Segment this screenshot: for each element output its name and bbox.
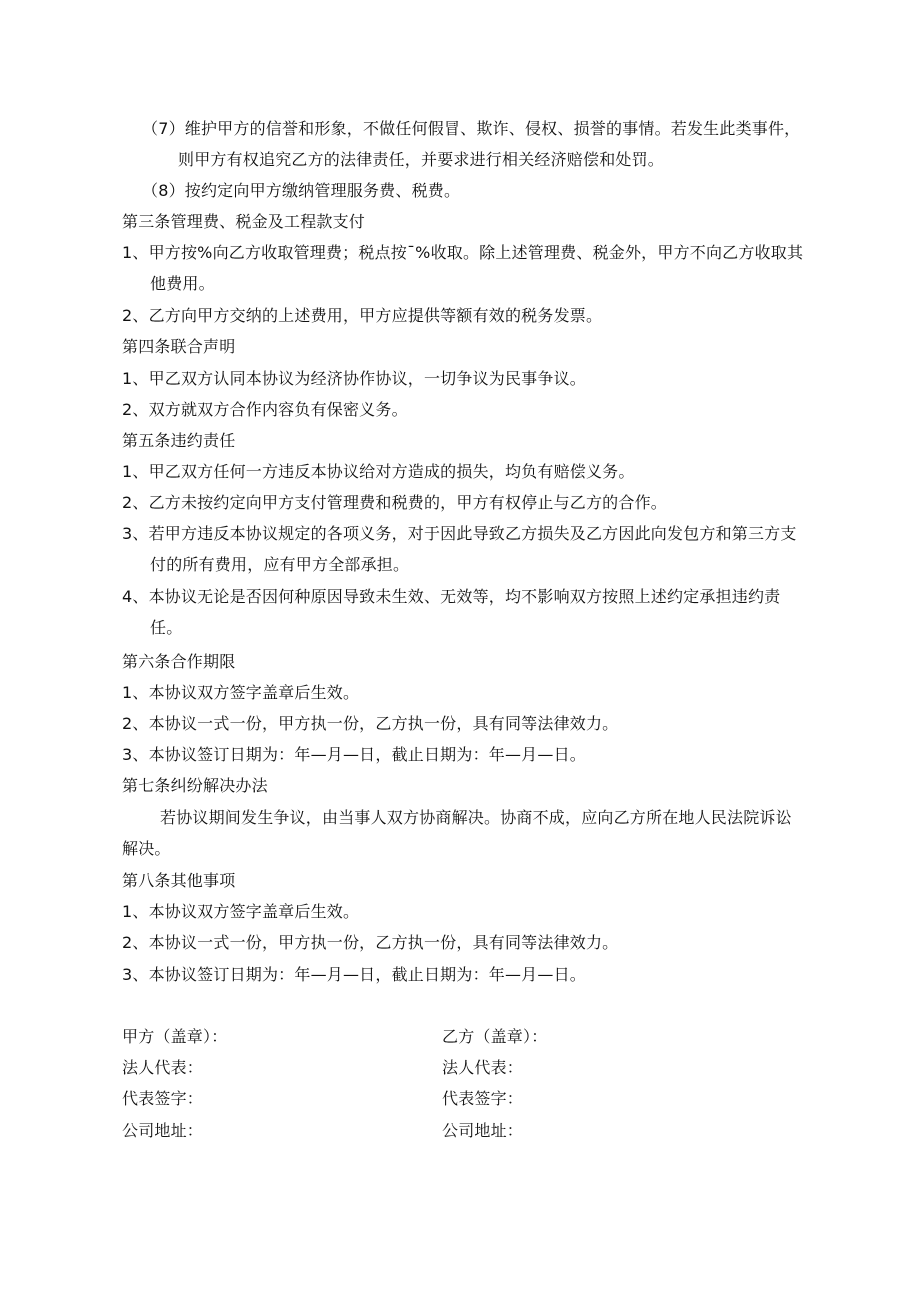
article-5-clause-2: 2、乙方未按约定向甲方支付管理费和税费的，甲方有权停止与乙方的合作。 <box>122 493 667 512</box>
party-a-legal-rep-label: 法人代表： <box>122 1058 204 1077</box>
clause-item-7-line1: （7）维护甲方的信誉和形象，不做任何假冒、欺诈、侵权、损誉的事情。若发生此类事件， <box>142 119 801 138</box>
article-3-clause-1-line2: 他费用。 <box>150 274 215 293</box>
article-8-heading: 第八条其他事项 <box>122 871 236 890</box>
article-8-clause-3: 3、本协议签订日期为：年—月—日，截止日期为：年—月—日。 <box>122 965 586 984</box>
article-3-clause-2: 2、乙方向甲方交纳的上述费用，甲方应提供等额有效的税务发票。 <box>122 306 603 325</box>
article-7-heading: 第七条纠纷解决办法 <box>122 776 268 795</box>
article-3-clause-1-line1: 1、甲方按%向乙方收取管理费；税点按¯%收取。除上述管理费、税金外，甲方不向乙方收取其 <box>122 243 804 262</box>
article-8-clause-1: 1、本协议双方签字盖章后生效。 <box>122 902 360 921</box>
article-6-clause-3: 3、本协议签订日期为：年—月—日，截止日期为：年—月—日。 <box>122 745 586 764</box>
clause-item-8: （8）按约定向甲方缴纳管理服务费、税费。 <box>142 181 461 200</box>
article-4-heading: 第四条联合声明 <box>122 337 236 356</box>
article-4-clause-2: 2、双方就双方合作内容负有保密义务。 <box>122 400 408 419</box>
article-5-clause-4-line1: 4、本协议无论是否因何种原因导致未生效、无效等，均不影响双方按照上述约定承担违约责 <box>122 587 781 606</box>
article-6-heading: 第六条合作期限 <box>122 652 236 671</box>
article-4-clause-1: 1、甲乙双方认同本协议为经济协作协议，一切争议为民事争议。 <box>122 369 586 388</box>
party-a-address-label: 公司地址： <box>122 1121 204 1140</box>
article-6-clause-1: 1、本协议双方签字盖章后生效。 <box>122 683 360 702</box>
article-6-clause-2: 2、本协议一式一份，甲方执一份，乙方执一份，具有同等法律效力。 <box>122 714 619 733</box>
article-5-clause-3-line1: 3、若甲方违反本协议规定的各项义务，对于因此导致乙方损失及乙方因此向发包方和第三方支 <box>122 524 797 543</box>
article-8-clause-2: 2、本协议一式一份，甲方执一份，乙方执一份，具有同等法律效力。 <box>122 933 619 952</box>
article-3-heading: 第三条管理费、税金及工程款支付 <box>122 212 366 231</box>
party-b-legal-rep-label: 法人代表： <box>442 1058 524 1077</box>
article-5-clause-1: 1、甲乙双方任何一方违反本协议给对方造成的损失，均负有赔偿义务。 <box>122 462 635 481</box>
party-b-address-label: 公司地址： <box>442 1121 524 1140</box>
article-7-paragraph-line2: 解决。 <box>122 839 171 858</box>
party-b-seal-label: 乙方（盖章）： <box>442 1027 548 1046</box>
clause-item-7-line2: 则甲方有权追究乙方的法律责任，并要求进行相关经济赔偿和处罚。 <box>178 150 665 169</box>
party-b-signature-label: 代表签字： <box>442 1089 524 1108</box>
article-5-clause-3-line2: 付的所有费用，应有甲方全部承担。 <box>150 555 410 574</box>
article-5-heading: 第五条违约责任 <box>122 431 236 450</box>
article-5-clause-4-line2: 任。 <box>150 618 183 637</box>
party-a-seal-label: 甲方（盖章）： <box>122 1027 228 1046</box>
party-a-signature-label: 代表签字： <box>122 1089 204 1108</box>
article-7-paragraph-line1: 若协议期间发生争议，由当事人双方协商解决。协商不成，应向乙方所在地人民法院诉讼 <box>160 808 792 827</box>
